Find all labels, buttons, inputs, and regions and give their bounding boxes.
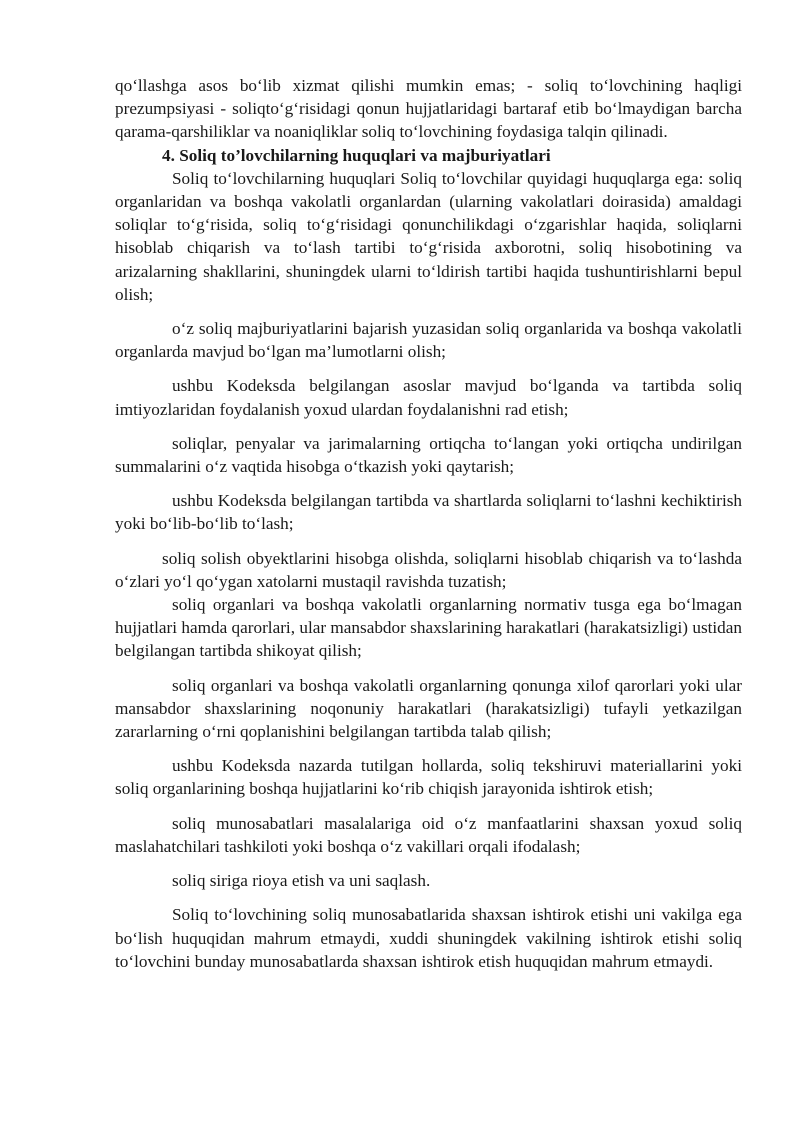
section-heading: 4. Soliq to’lovchilarning huquqlari va majburiyatlari xyxy=(162,145,551,165)
document-page xyxy=(115,74,742,973)
paragraph-representative: Soliq to‘lovchining soliq munosabatlarida shaxsan ishtirok etishi uni vakilga ega bo‘lish huquqidan mahrum etmaydi, xuddi shuningdek vakilning ishtirok etishi soliq to‘lovchini bunday munosabatlarda shaxsan ishtirok etish huquqidan mahrum etmaydi. xyxy=(115,905,742,971)
paragraph-right-complaint: soliq organlari va boshqa vakolatli organlarning normativ tusga ega bo‘lmagan hujjatlari hamda qarorlari, ular mansabdor shaxslarining harakatlari (harakatsizligi) ustidan belgilangan tartibda shikoyat qilish; xyxy=(115,595,742,661)
paragraph-rights-intro: Soliq to‘lovchilarning huquqlari Soliq to‘lovchilar quyidagi huquqlarga ega: soliq organlaridan va boshqa vakolatli organlardan (ularning vakolatlari doirasida) amaldagi soliqlar to‘g‘risida, soliq to‘g‘risidagi qonunchilikdagi o‘zgarishlar haqida, soliqlarni hisoblab chiqarish va to‘lash tartibi to‘g‘risida axborotni, soliq hisobotining va arizalarning shakllarini, shuningdek ularni to‘ldirish tartibi haqida tushuntirishlarni bepul olish; xyxy=(115,168,742,304)
paragraph-right-deferral: ushbu Kodeksda belgilangan tartibda va shartlarda soliqlarni to‘lashni kechiktirish yoki bo‘lib-bo‘lib to‘lash; xyxy=(115,491,742,534)
paragraph-right-compensation: soliq organlari va boshqa vakolatli organlarning qonunga xilof qarorlari yoki ular mansabdor shaxslarining noqonuniy harakatlari (harakatsizligi) tufayli yetkazilgan zararlarning o‘rni qoplanishini belgilangan tartibda talab qilish; xyxy=(115,675,742,742)
paragraph-right-info: o‘z soliq majburiyatlarini bajarish yuzasidan soliq organlarida va boshqa vakolatli organlarda mavjud bo‘lgan ma’lumotlarni olish; xyxy=(115,319,742,362)
paragraph-right-representation: soliq munosabatlari masalalariga oid o‘z manfaatlarini shaxsan yoxud soliq maslahatchilari tashkiloti yoki boshqa o‘z vakillari orqali ifodalash; xyxy=(115,813,742,856)
intro-paragraph: qo‘llashga asos bo‘lib xizmat qilishi mumkin emas; - soliq to‘lovchining haqligi prezumpsiyasi - soliqto‘g‘risidagi qonun hujjatlaridagi bartaraf etib bo‘lmaydigan barcha qarama-qarshiliklar va noaniqliklar soliq to‘lovchining foydasiga talqin qilinadi. xyxy=(115,76,742,142)
paragraph-right-corrections: soliq solish obyektlarini hisobga olishda, soliqlarni hisoblab chiqarish va to‘lashda o‘zlari yo‘l qo‘ygan xatolarni mustaqil ravishda tuzatish; xyxy=(115,548,742,591)
paragraph-right-exemptions: ushbu Kodeksda belgilangan asoslar mavjud bo‘lganda va tartibda soliq imtiyozlaridan foydalanish yoxud ulardan foydalanishni rad etish; xyxy=(115,376,742,419)
paragraph-right-participation: ushbu Kodeksda nazarda tutilgan hollarda, soliq tekshiruvi materiallarini yoki soliq organlarining boshqa hujjatlarini ko‘rib chiqish jarayonida ishtirok etish; xyxy=(115,756,742,799)
paragraph-right-secrecy: soliq siriga rioya etish va uni saqlash. xyxy=(172,871,431,891)
paragraph-right-refund: soliqlar, penyalar va jarimalarning ortiqcha to‘langan yoki ortiqcha undirilgan summalarini o‘z vaqtida hisobga o‘tkazish yoki qaytarish; xyxy=(115,433,742,477)
